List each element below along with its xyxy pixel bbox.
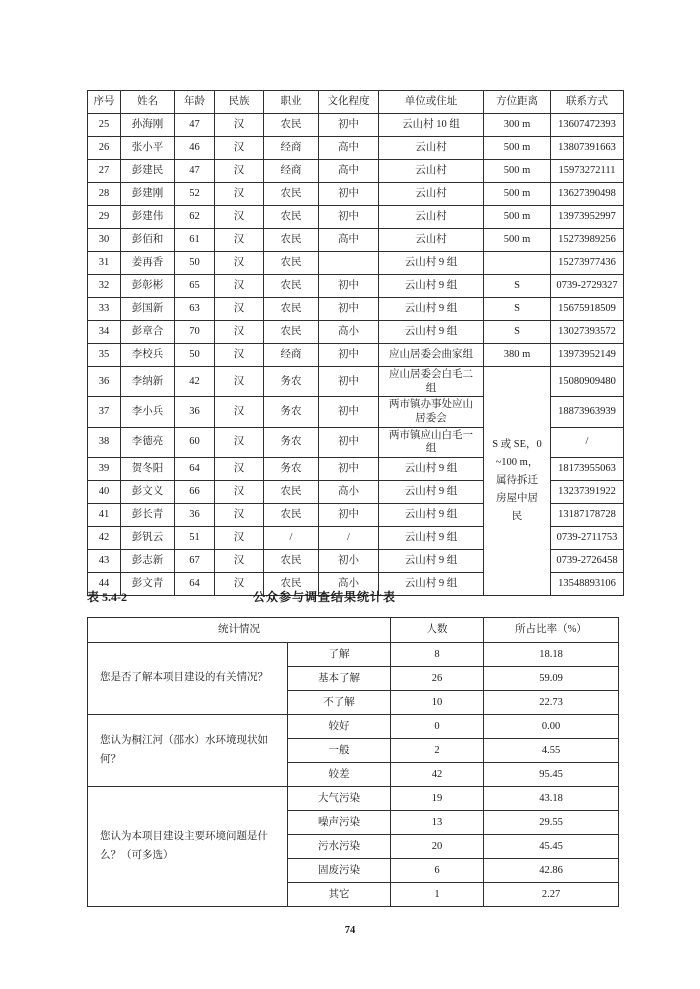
table-cell: 高小 xyxy=(319,321,379,344)
table-cell: 42 xyxy=(175,367,215,397)
table-cell xyxy=(484,252,551,275)
table-cell: 汉 xyxy=(215,397,264,427)
ratio-cell: 18.18 xyxy=(484,643,619,667)
question-cell: 您认为本项目建设主要环境问题是什么？（可多选） xyxy=(88,787,288,907)
table-cell: 务农 xyxy=(264,427,319,457)
column-header: 职业 xyxy=(264,91,319,114)
results-table-body xyxy=(88,643,619,907)
table-cell: 云山村 xyxy=(379,137,484,160)
table-cell: 云山村 xyxy=(379,206,484,229)
table-cell: 彭文义 xyxy=(121,480,175,503)
table-cell: 农民 xyxy=(264,503,319,526)
table-cell: 13237391922 xyxy=(551,480,624,503)
column-header: 民族 xyxy=(215,91,264,114)
column-header: 方位距离 xyxy=(484,91,551,114)
table-cell: S xyxy=(484,321,551,344)
table-cell: 初中 xyxy=(319,298,379,321)
table-cell: 13807391663 xyxy=(551,137,624,160)
option-cell: 一般 xyxy=(288,739,391,763)
participant-row xyxy=(88,344,624,367)
table-cell: 云山村 9 组 xyxy=(379,457,484,480)
table-cell: 15273989256 xyxy=(551,229,624,252)
count-cell: 13 xyxy=(391,811,484,835)
table-cell: 70 xyxy=(175,321,215,344)
table-cell: 40 xyxy=(88,480,121,503)
column-header: 序号 xyxy=(88,91,121,114)
table-cell: / xyxy=(319,526,379,549)
table-cell: 52 xyxy=(175,183,215,206)
table-cell: 彭建刚 xyxy=(121,183,175,206)
table-cell: 两市镇办事处应山居委会 xyxy=(379,397,484,427)
table-cell: 汉 xyxy=(215,160,264,183)
table-cell: 初中 xyxy=(319,275,379,298)
table-cell: 43 xyxy=(88,549,121,572)
table-cell: 38 xyxy=(88,427,121,457)
table-cell: 46 xyxy=(175,137,215,160)
table-cell: 李小兵 xyxy=(121,397,175,427)
table-cell: 汉 xyxy=(215,526,264,549)
option-cell: 较差 xyxy=(288,763,391,787)
count-cell: 8 xyxy=(391,643,484,667)
table-cell: 500 m xyxy=(484,137,551,160)
participant-row xyxy=(88,114,624,137)
table-cell: 初中 xyxy=(319,344,379,367)
table-cell: 36 xyxy=(88,367,121,397)
table-cell: 初中 xyxy=(319,114,379,137)
table-cell: 农民 xyxy=(264,321,319,344)
result-row xyxy=(88,643,619,667)
table-cell: 15675918509 xyxy=(551,298,624,321)
table-cell: 42 xyxy=(88,526,121,549)
table-cell: 初中 xyxy=(319,503,379,526)
question-cell: 您认为桐江河（邵水）水环境现状如何？ xyxy=(88,715,288,787)
table-cell: 汉 xyxy=(215,183,264,206)
table-cell: 汉 xyxy=(215,480,264,503)
table-cell: 务农 xyxy=(264,397,319,427)
table-cell: 47 xyxy=(175,114,215,137)
participant-row xyxy=(88,298,624,321)
table-cell: 35 xyxy=(88,344,121,367)
table-cell: 应山居委会白毛二组 xyxy=(379,367,484,397)
count-cell: 0 xyxy=(391,715,484,739)
table-cell: 姜再香 xyxy=(121,252,175,275)
table-cell: 经商 xyxy=(264,137,319,160)
table-cell: 26 xyxy=(88,137,121,160)
table-cell: 25 xyxy=(88,114,121,137)
table-cell: 50 xyxy=(175,252,215,275)
ratio-cell: 0.00 xyxy=(484,715,619,739)
column-header: 联系方式 xyxy=(551,91,624,114)
table-cell xyxy=(319,252,379,275)
table-cell: 云山村 9 组 xyxy=(379,503,484,526)
table-cell: 云山村 9 组 xyxy=(379,252,484,275)
column-header-ratio: 所占比率（%） xyxy=(484,618,619,643)
table-cell: 李德亮 xyxy=(121,427,175,457)
table-cell: 彭国新 xyxy=(121,298,175,321)
participant-table-body xyxy=(88,114,624,596)
table-cell: 0739-2726458 xyxy=(551,549,624,572)
table-cell: 18173955063 xyxy=(551,457,624,480)
table-cell: 13027393572 xyxy=(551,321,624,344)
table-cell: 农民 xyxy=(264,275,319,298)
survey-results-table xyxy=(87,617,619,907)
ratio-cell: 22.73 xyxy=(484,691,619,715)
column-header-count: 人数 xyxy=(391,618,484,643)
table-cell: 15080909480 xyxy=(551,367,624,397)
results-table-caption xyxy=(87,588,618,608)
participant-row xyxy=(88,367,624,397)
ratio-cell: 59.09 xyxy=(484,667,619,691)
table-cell: 13973952997 xyxy=(551,206,624,229)
table-cell: 云山村 9 组 xyxy=(379,480,484,503)
count-cell: 19 xyxy=(391,787,484,811)
table-cell: 37 xyxy=(88,397,121,427)
table-cell: 13627390498 xyxy=(551,183,624,206)
table-cell: 农民 xyxy=(264,206,319,229)
table-cell: 张小平 xyxy=(121,137,175,160)
header-row xyxy=(88,91,624,114)
table-cell: 39 xyxy=(88,457,121,480)
option-cell: 污水污染 xyxy=(288,835,391,859)
count-cell: 26 xyxy=(391,667,484,691)
table-cell: 农民 xyxy=(264,572,319,595)
table-cell: 孙海刚 xyxy=(121,114,175,137)
result-row xyxy=(88,787,619,811)
column-header: 文化程度 xyxy=(319,91,379,114)
table-cell: 27 xyxy=(88,160,121,183)
ratio-cell: 95.45 xyxy=(484,763,619,787)
table-cell: 初小 xyxy=(319,549,379,572)
ratio-cell: 29.55 xyxy=(484,811,619,835)
table-cell: 汉 xyxy=(215,344,264,367)
table-cell: 汉 xyxy=(215,114,264,137)
table-label: 表 5.4-2 xyxy=(87,590,127,604)
table-title: 公众参与调查结果统计表 xyxy=(253,590,397,604)
table-cell: 农民 xyxy=(264,298,319,321)
table-cell: 农民 xyxy=(264,114,319,137)
table-cell: 30 xyxy=(88,229,121,252)
option-cell: 固废污染 xyxy=(288,859,391,883)
table-cell: 农民 xyxy=(264,252,319,275)
table-cell: 云山村 xyxy=(379,160,484,183)
table-cell: 380 m xyxy=(484,344,551,367)
count-cell: 2 xyxy=(391,739,484,763)
table-cell: 31 xyxy=(88,252,121,275)
table-cell: 两市镇应山白毛一组 xyxy=(379,427,484,457)
table-cell: 彭彰彬 xyxy=(121,275,175,298)
participant-row xyxy=(88,160,624,183)
table-cell: 汉 xyxy=(215,229,264,252)
table-cell: 500 m xyxy=(484,183,551,206)
table-cell: 彭钒云 xyxy=(121,526,175,549)
table-cell: 经商 xyxy=(264,344,319,367)
table-cell: 务农 xyxy=(264,457,319,480)
participant-row xyxy=(88,206,624,229)
participant-table-header xyxy=(88,91,624,114)
table-cell: 云山村 9 组 xyxy=(379,321,484,344)
table-cell: 62 xyxy=(175,206,215,229)
table-cell: 15273977436 xyxy=(551,252,624,275)
merged-distance-cell: S 或 SE，0~100 m，属待拆迁房屋中居民 xyxy=(484,367,551,596)
count-cell: 6 xyxy=(391,859,484,883)
participant-row xyxy=(88,183,624,206)
table-cell: 60 xyxy=(175,427,215,457)
table-cell: 64 xyxy=(175,572,215,595)
table-cell: 贺冬阳 xyxy=(121,457,175,480)
table-cell: 13548893106 xyxy=(551,572,624,595)
table-cell: 高小 xyxy=(319,480,379,503)
table-cell: 汉 xyxy=(215,427,264,457)
table-cell: 农民 xyxy=(264,480,319,503)
table-cell: 63 xyxy=(175,298,215,321)
table-cell: S xyxy=(484,275,551,298)
header-row xyxy=(88,618,619,643)
table-cell: 彭文青 xyxy=(121,572,175,595)
participant-row xyxy=(88,229,624,252)
table-cell: 务农 xyxy=(264,367,319,397)
table-cell: 彭建民 xyxy=(121,160,175,183)
table-cell: 农民 xyxy=(264,549,319,572)
option-cell: 大气污染 xyxy=(288,787,391,811)
table-cell: 李校兵 xyxy=(121,344,175,367)
table-cell: 汉 xyxy=(215,549,264,572)
table-cell: 64 xyxy=(175,457,215,480)
column-header: 年龄 xyxy=(175,91,215,114)
table-cell: 高中 xyxy=(319,229,379,252)
table-cell: 18873963939 xyxy=(551,397,624,427)
table-cell: 彭章合 xyxy=(121,321,175,344)
participant-row xyxy=(88,252,624,275)
table-cell: 初中 xyxy=(319,427,379,457)
table-cell: 彭佰和 xyxy=(121,229,175,252)
result-row xyxy=(88,715,619,739)
table-cell: 67 xyxy=(175,549,215,572)
table-cell: 汉 xyxy=(215,275,264,298)
table-cell: 500 m xyxy=(484,206,551,229)
table-cell: 汉 xyxy=(215,572,264,595)
page-number: 74 xyxy=(344,925,356,936)
table-cell: 0739-2729327 xyxy=(551,275,624,298)
table-cell: 28 xyxy=(88,183,121,206)
table-cell: 汉 xyxy=(215,206,264,229)
table-cell: 彭长青 xyxy=(121,503,175,526)
table-cell: 汉 xyxy=(215,298,264,321)
option-cell: 较好 xyxy=(288,715,391,739)
table-cell: 41 xyxy=(88,503,121,526)
table-cell: 汉 xyxy=(215,137,264,160)
table-cell: 36 xyxy=(175,397,215,427)
table-cell: 44 xyxy=(88,572,121,595)
table-cell: 云山村 9 组 xyxy=(379,572,484,595)
participant-row xyxy=(88,321,624,344)
table-cell: / xyxy=(551,427,624,457)
table-cell: 50 xyxy=(175,344,215,367)
table-cell: 高中 xyxy=(319,137,379,160)
participant-row xyxy=(88,275,624,298)
table-cell: 15973272111 xyxy=(551,160,624,183)
table-cell: 高小 xyxy=(319,572,379,595)
table-cell: 李纳新 xyxy=(121,367,175,397)
column-header-situation: 统计情况 xyxy=(88,618,391,643)
table-cell: 初中 xyxy=(319,183,379,206)
ratio-cell: 45.45 xyxy=(484,835,619,859)
table-cell: 云山村 9 组 xyxy=(379,526,484,549)
option-cell: 其它 xyxy=(288,883,391,907)
table-cell: 500 m xyxy=(484,229,551,252)
option-cell: 了解 xyxy=(288,643,391,667)
table-cell: 初中 xyxy=(319,397,379,427)
table-cell: 13187178728 xyxy=(551,503,624,526)
column-header: 姓名 xyxy=(121,91,175,114)
table-cell: 汉 xyxy=(215,321,264,344)
count-cell: 1 xyxy=(391,883,484,907)
ratio-cell: 43.18 xyxy=(484,787,619,811)
table-cell: 彭志新 xyxy=(121,549,175,572)
table-cell: 农民 xyxy=(264,183,319,206)
participant-row xyxy=(88,137,624,160)
table-cell: 66 xyxy=(175,480,215,503)
option-cell: 基本了解 xyxy=(288,667,391,691)
table-cell: 29 xyxy=(88,206,121,229)
table-cell: 应山居委会曲家组 xyxy=(379,344,484,367)
table-cell: 51 xyxy=(175,526,215,549)
option-cell: 不了解 xyxy=(288,691,391,715)
count-cell: 42 xyxy=(391,763,484,787)
table-cell: 云山村 10 组 xyxy=(379,114,484,137)
table-cell: 经商 xyxy=(264,160,319,183)
table-cell: 47 xyxy=(175,160,215,183)
table-cell: 汉 xyxy=(215,367,264,397)
table-cell: 汉 xyxy=(215,457,264,480)
table-cell: 云山村 9 组 xyxy=(379,549,484,572)
table-cell: 云山村 9 组 xyxy=(379,275,484,298)
table-cell: 61 xyxy=(175,229,215,252)
table-cell: 65 xyxy=(175,275,215,298)
table-cell: 云山村 xyxy=(379,183,484,206)
ratio-cell: 2.27 xyxy=(484,883,619,907)
table-cell: 高中 xyxy=(319,160,379,183)
table-cell: 34 xyxy=(88,321,121,344)
count-cell: 10 xyxy=(391,691,484,715)
table-cell: 36 xyxy=(175,503,215,526)
table-cell: / xyxy=(264,526,319,549)
table-cell: 33 xyxy=(88,298,121,321)
table-cell: 13973952149 xyxy=(551,344,624,367)
table-cell: 初中 xyxy=(319,206,379,229)
ratio-cell: 4.55 xyxy=(484,739,619,763)
table-cell: 300 m xyxy=(484,114,551,137)
table-cell: 汉 xyxy=(215,252,264,275)
table-cell: 云山村 xyxy=(379,229,484,252)
table-cell: 初中 xyxy=(319,367,379,397)
table-cell: 0739-2711753 xyxy=(551,526,624,549)
ratio-cell: 42.86 xyxy=(484,859,619,883)
results-table-header xyxy=(88,618,619,643)
table-cell: 云山村 9 组 xyxy=(379,298,484,321)
table-cell: 初中 xyxy=(319,457,379,480)
question-cell: 您是否了解本项目建设的有关情况？ xyxy=(88,643,288,715)
count-cell: 20 xyxy=(391,835,484,859)
table-cell: 汉 xyxy=(215,503,264,526)
table-cell: 32 xyxy=(88,275,121,298)
participant-survey-table xyxy=(87,90,624,596)
table-cell: S xyxy=(484,298,551,321)
option-cell: 噪声污染 xyxy=(288,811,391,835)
table-cell: 农民 xyxy=(264,229,319,252)
table-cell: 13607472393 xyxy=(551,114,624,137)
table-cell: 彭建伟 xyxy=(121,206,175,229)
table-cell: 500 m xyxy=(484,160,551,183)
column-header: 单位或住址 xyxy=(379,91,484,114)
